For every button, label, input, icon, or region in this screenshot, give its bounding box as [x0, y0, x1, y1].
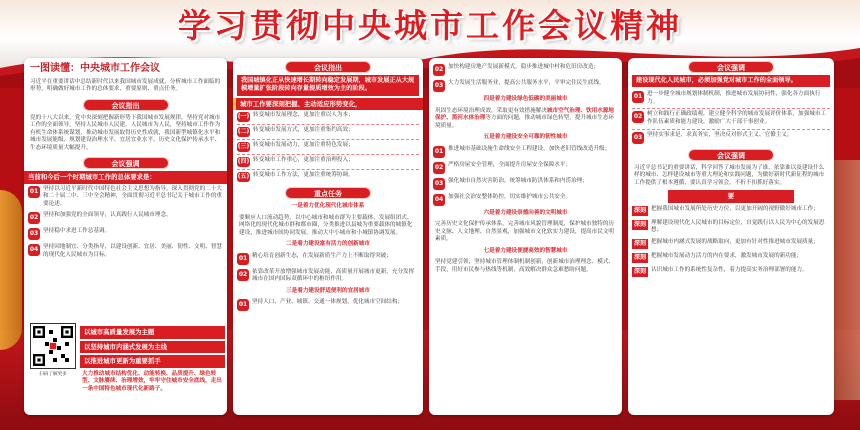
item-number: 02 — [28, 212, 40, 224]
panel-heading: 一图读懂：中央城市工作会议 — [30, 63, 160, 74]
item-text: 大力发展生活服务业，提高公共服务水平，平审完住民生底线。 — [448, 80, 605, 86]
task-text-part: 巩固生态环境治理成效，采取更有效措施解决 — [435, 107, 547, 114]
list-item — [233, 170, 423, 184]
item-number: 04 — [433, 194, 445, 206]
item-number: (五) — [237, 173, 250, 181]
task-heading: 四是着力建设绿色低碳的美丽城市 — [483, 96, 568, 102]
lead-highlight: 我国城镇化正从快速增长期转向稳定发展期，城市发展正从大规模增量扩张阶段转向存量提质增效为主的阶段。 — [237, 75, 419, 96]
section-pill: 重点任务 — [285, 187, 371, 199]
left-decoration — [0, 190, 22, 350]
divider — [237, 169, 419, 170]
list-item — [429, 192, 622, 208]
divider — [237, 154, 419, 155]
divider — [632, 129, 830, 130]
item-number: 01 — [433, 146, 445, 158]
item-number: 02 — [237, 269, 249, 281]
item-text: 坚持因地制宜、分类指导，以建设创新、宜居、美丽、韧性、文明、智慧的现代化人民城市为目标。 — [43, 244, 223, 258]
item-number: 04 — [28, 244, 40, 256]
panel-meeting-points — [233, 58, 423, 415]
qr-code-icon — [33, 326, 73, 366]
qr-code[interactable] — [30, 323, 76, 369]
list-item — [628, 218, 834, 237]
body-text: 党的十八大以来，党中央深刻把握新形势下我国城市发展规律，坚持党对城市工作的全面领导，坚持人民城市人民建，人民城市为人民，坚持城市工作作为有机生命体系统谋划，推动城市发展取得历史性成就，我国新型城镇化水平和城市发展能级、规划建设治理水平、宜居宜业水平、历史文化保护传承水平、生态环境质量大幅提升。 — [30, 114, 221, 151]
tag-description: 大力推动城市结构优化、动能转换、品质提升、绿色转型、文脉赓续、治理增效，牢牢守住城市安全底线，走出一条中国特色城市现代化新路子。 — [82, 370, 222, 393]
focus-tag: 以推进城市更新为重要抓手 — [80, 355, 225, 368]
page-title: 学习贯彻中央城市工作会议精神 — [178, 6, 682, 45]
divider — [237, 139, 419, 140]
item-text: 强化城市自然灾害防治，统筹城市防洪体系和内涝治理； — [448, 177, 588, 184]
item-text: 坚持实事求是、求真务实，坚决反对形式主义、官僚主义。 — [647, 131, 793, 138]
panel-key-tasks — [429, 58, 622, 415]
item-text: 树立和践行正确政绩观，建立健全科学的城市发展评价体系，加强城市工作队伍素质和能力建设，激励广大干部干事创业。 — [647, 111, 827, 125]
task-text — [429, 106, 622, 133]
panel-overview — [24, 58, 227, 415]
task-heading: 二是着力建设富有活力的创新城市 — [286, 241, 370, 248]
task-heading: 一是着力优化现代化城市体系 — [291, 203, 365, 210]
item-number: (四) — [237, 158, 250, 166]
task-text: 要顺应人口流动趋势，以中心城市和城市群为主要载体，发展组团式、网络化的现代化城市群和都市圈，分类推进以县城为重要载体的城镇化建设，推进城市间协同发展，推动大中小城市和小城镇协调发展。 — [239, 214, 413, 236]
item-text: 认识城市工作的系统性复杂性，着力提高实务治理部署的能力。 — [651, 266, 808, 273]
item-text: 把握城市发展动力活力的内在要求，激发城市发展的新功能； — [651, 252, 803, 259]
list-item — [429, 160, 622, 176]
item-text: 精心培育创新生态，在发展新质生产力上不断取得突破； — [252, 252, 392, 259]
item-text: 把握城市内涵式发展的战略取向，更加有针对性推进城市发展质量； — [651, 238, 819, 245]
leadership-highlight: 建设现代化人民城市，必须加强党对城市工作的全面领导。 — [632, 75, 830, 87]
list-item — [628, 204, 834, 218]
item-text: 坚持稳中求进工作总基调。 — [43, 228, 111, 235]
task-heading: 七是着力建设便捷高效的智慧城市 — [483, 247, 568, 254]
item-number: 01 — [28, 186, 40, 198]
task-highlight: 城市空气治理、饮用水源地保护、黑河水体治理 — [435, 107, 615, 122]
task-heading: 三是着力建设舒适便利的宜居城市 — [286, 287, 370, 294]
list-item — [628, 130, 834, 146]
qr-caption: 扫码了解更多 — [39, 372, 67, 377]
item-text: 坚持以习近平新时代中国特色社会主义思想为指导，深入贯彻党的二十大和二十届二中、三中全会精神，全面贯彻习近平总书记关于城市工作的重要论述。 — [43, 185, 223, 207]
list-item — [429, 62, 622, 78]
section-pill: 会议强调 — [688, 61, 774, 73]
task-text-part: 等方面的问题，推动城市绿色转型，提升城市生态环境质量。 — [435, 115, 615, 129]
list-item — [233, 297, 423, 313]
item-number: 01 — [237, 253, 249, 265]
list-item — [233, 140, 423, 154]
task-text: 完善历史文化保护传承体系，完善城市风貌管理制度，保护城市独特的历史文脉、人文地理、自然景观，加强城市文化软实力建设，提高市民文明素质。 — [435, 221, 615, 243]
item-text: 转变城市工作重心，更加注重治理投入； — [253, 157, 354, 164]
list-item — [429, 176, 622, 192]
list-item — [628, 251, 834, 265]
list-item — [233, 125, 423, 139]
task-heading: 五是着力建设安全可靠的韧性城市 — [483, 134, 568, 141]
item-number: (一) — [237, 113, 250, 121]
theme-tag: 以城市高质量发展为主题 — [80, 326, 225, 339]
item-label: 深刻 — [632, 220, 648, 230]
divider — [632, 108, 830, 109]
list-item — [628, 265, 834, 279]
item-number: 03 — [28, 228, 40, 240]
requirement-bar: 要 — [668, 190, 794, 202]
task-heading: 六是着力建设崇德向善的文明城市 — [483, 209, 568, 216]
task-text: 坚持党建引领，坚持城市管理体制机制创新，创新城市治理理念、模式、手段，用好市民参与热线等机制，高效解决群众急难愁盼问题。 — [435, 259, 615, 274]
divider — [237, 124, 419, 125]
mainline-tag: 以坚持城市内涵式发展为主线 — [80, 341, 225, 354]
item-text: 严格房屋安全管理，全面提升房屋安全保障水平； — [448, 161, 572, 168]
item-number: 01 — [632, 91, 644, 103]
subsection-bar: 城市工作要深刻把握、主动适应形势变化， — [233, 98, 423, 110]
list-item — [233, 267, 423, 286]
item-number: 03 — [433, 178, 445, 190]
item-number: 03 — [632, 132, 644, 144]
item-number: 02 — [433, 64, 445, 76]
list-item — [429, 78, 622, 94]
item-text: 转变城市发展方式，更加注重集约高效； — [253, 127, 354, 134]
right-decoration — [834, 160, 860, 400]
item-text: 加强社会治安整体防控，切实维护城市公共安全。 — [448, 193, 572, 200]
item-text: 转变城市发展理念，更加注重以人为本； — [253, 112, 354, 119]
tag-group — [80, 326, 225, 395]
list-item — [233, 155, 423, 169]
item-text: 转变城市工作方法，更加注重统筹协调。 — [253, 172, 354, 179]
item-number: 03 — [433, 80, 445, 92]
item-number: 02 — [433, 162, 445, 174]
list-item — [628, 109, 834, 128]
item-text: 转变城市发展动力，更加注重特色发展； — [253, 142, 354, 149]
item-text: 坚持人口、产业、城镇、交通一体规划，优化城市空间结构； — [252, 299, 404, 306]
item-text: 依靠改革开放增强城市发展动能，高质量开展城市更新，充分发挥城市在国内国际双循环中的枢纽作用。 — [252, 268, 415, 283]
intro-text: 习近平在重要讲话中总结新时代以来我国城市发展成就，分析城市工作面临的形势，明确做好城市工作的总体要求、重要原则、重点任务。 — [30, 78, 221, 93]
item-text: 坚持和加强党的全面领导，认真践行人民城市理念。 — [43, 212, 172, 219]
item-number: (二) — [237, 128, 250, 136]
list-item — [233, 110, 423, 124]
body-text: 习近平总书记的重要讲话，科学回答了城市发展为了谁、依靠谁以及建设什么样的城市、怎样建设城市等重大理论和实践问题，为做好新时代新征程的城市工作提供了根本遵循，要认真学习领会，不折不扣抓好落实。 — [634, 164, 825, 186]
item-text: 把握我国城市发展所处历史方位，以更加开阔的视野做好城市工作； — [651, 205, 819, 212]
list-item — [233, 251, 423, 267]
list-item — [24, 242, 227, 261]
list-item — [429, 144, 622, 160]
section-pill: 会议指出 — [83, 99, 169, 111]
item-number: 01 — [237, 299, 249, 311]
item-text: 理解建设现代化人民城市的目标定位，自觉践行以人民为中心的发展思想； — [651, 219, 825, 234]
list-item — [24, 226, 227, 242]
item-label: 深刻 — [632, 239, 648, 249]
item-label: 深刻 — [632, 206, 648, 216]
item-number: 02 — [632, 111, 644, 123]
item-label: 深刻 — [632, 253, 648, 263]
item-label: 深刻 — [632, 267, 648, 277]
list-item — [24, 210, 227, 226]
list-item — [628, 89, 834, 108]
list-item — [628, 237, 834, 251]
section-pill: 会议强调 — [688, 149, 774, 161]
list-item — [24, 184, 227, 211]
item-number: (三) — [237, 143, 250, 151]
requirement-bar: 当前和今后一个时期城市工作的总体要求是： — [24, 171, 227, 183]
section-pill: 会议指出 — [285, 61, 371, 73]
item-text: 进一步健全城市规划体制机制，推进城市发展协同性，强化各方面执行力。 — [647, 91, 821, 105]
section-pill: 会议强调 — [83, 157, 169, 169]
panel-meeting-emphasis — [628, 58, 834, 415]
item-text: 加快构建房地产发展新模式，稳步推进城中村和危旧房改造； — [448, 64, 600, 70]
item-text: 推进城市基础设施生命线安全工程建设，加快老旧管线改造升级； — [448, 145, 611, 152]
